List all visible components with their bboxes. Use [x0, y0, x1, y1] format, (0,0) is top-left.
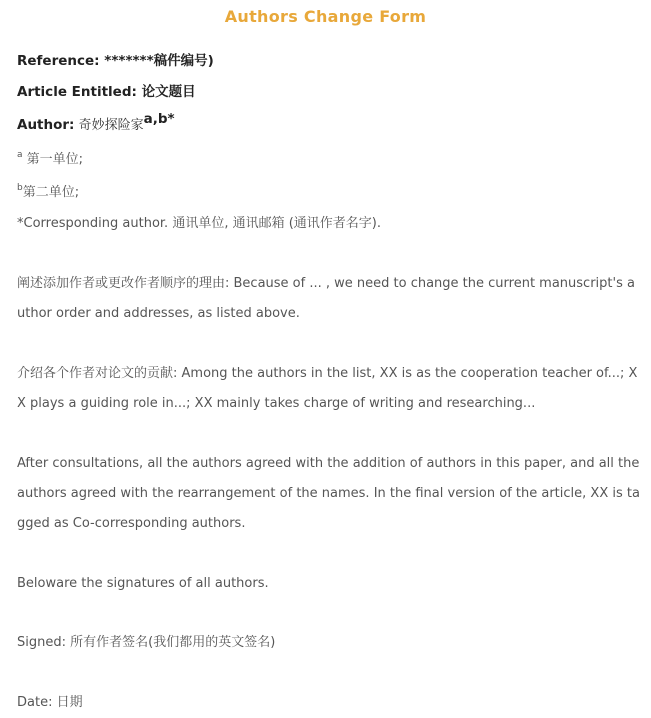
reference-line — [17, 52, 642, 70]
affiliation-a — [17, 151, 642, 169]
affiliation-b-text: 第二单位; — [22, 185, 80, 200]
article-label: Article Entitled: — [17, 84, 137, 100]
affiliation-b — [17, 184, 642, 202]
affiliation-a-sup: a — [17, 149, 23, 160]
article-title-value: 论文题目 — [136, 84, 196, 100]
author-name: 奇妙探险家 — [74, 118, 144, 133]
agreement-paragraph: After consultations, all the authors agreed with the addition of authors in this paper, and all the authors agreed with the rearrangement of the names. In the final version of the article, XX is tagged as Co-corresponding authors. — [17, 456, 640, 531]
signed-line: Signed: 所有作者签名(我们都用的英文签名) — [17, 635, 276, 650]
page-title: Authors Change Form — [224, 7, 427, 26]
affiliation-b-sup: b — [17, 182, 23, 193]
author-line — [17, 110, 642, 135]
reason-paragraph: 阐述添加作者或更改作者顺序的理由: Because of ... , we need to change the current manuscript's author order and addresses, as listed above. — [17, 276, 635, 321]
reference-value: *******稿件编号) — [99, 53, 214, 69]
author-superscript: a,b* — [143, 110, 175, 127]
date-line: Date: 日期 — [17, 695, 83, 710]
article-line — [17, 83, 642, 101]
author-label: Author: — [17, 117, 75, 133]
contribution-paragraph: 介绍各个作者对论文的贡献: Among the authors in the list, XX is as the cooperation teacher of...; XX plays a guiding role in...; XX mainly takes charge of writing and researching... — [17, 366, 638, 411]
affiliation-a-text: 第一单位; — [22, 152, 84, 167]
corresponding-author-note: *Corresponding author. 通讯单位, 通讯邮箱 (通讯作者名字). — [17, 216, 381, 231]
signatures-intro: Beloware the signatures of all authors. — [17, 576, 269, 591]
reference-label: Reference: — [17, 53, 100, 69]
